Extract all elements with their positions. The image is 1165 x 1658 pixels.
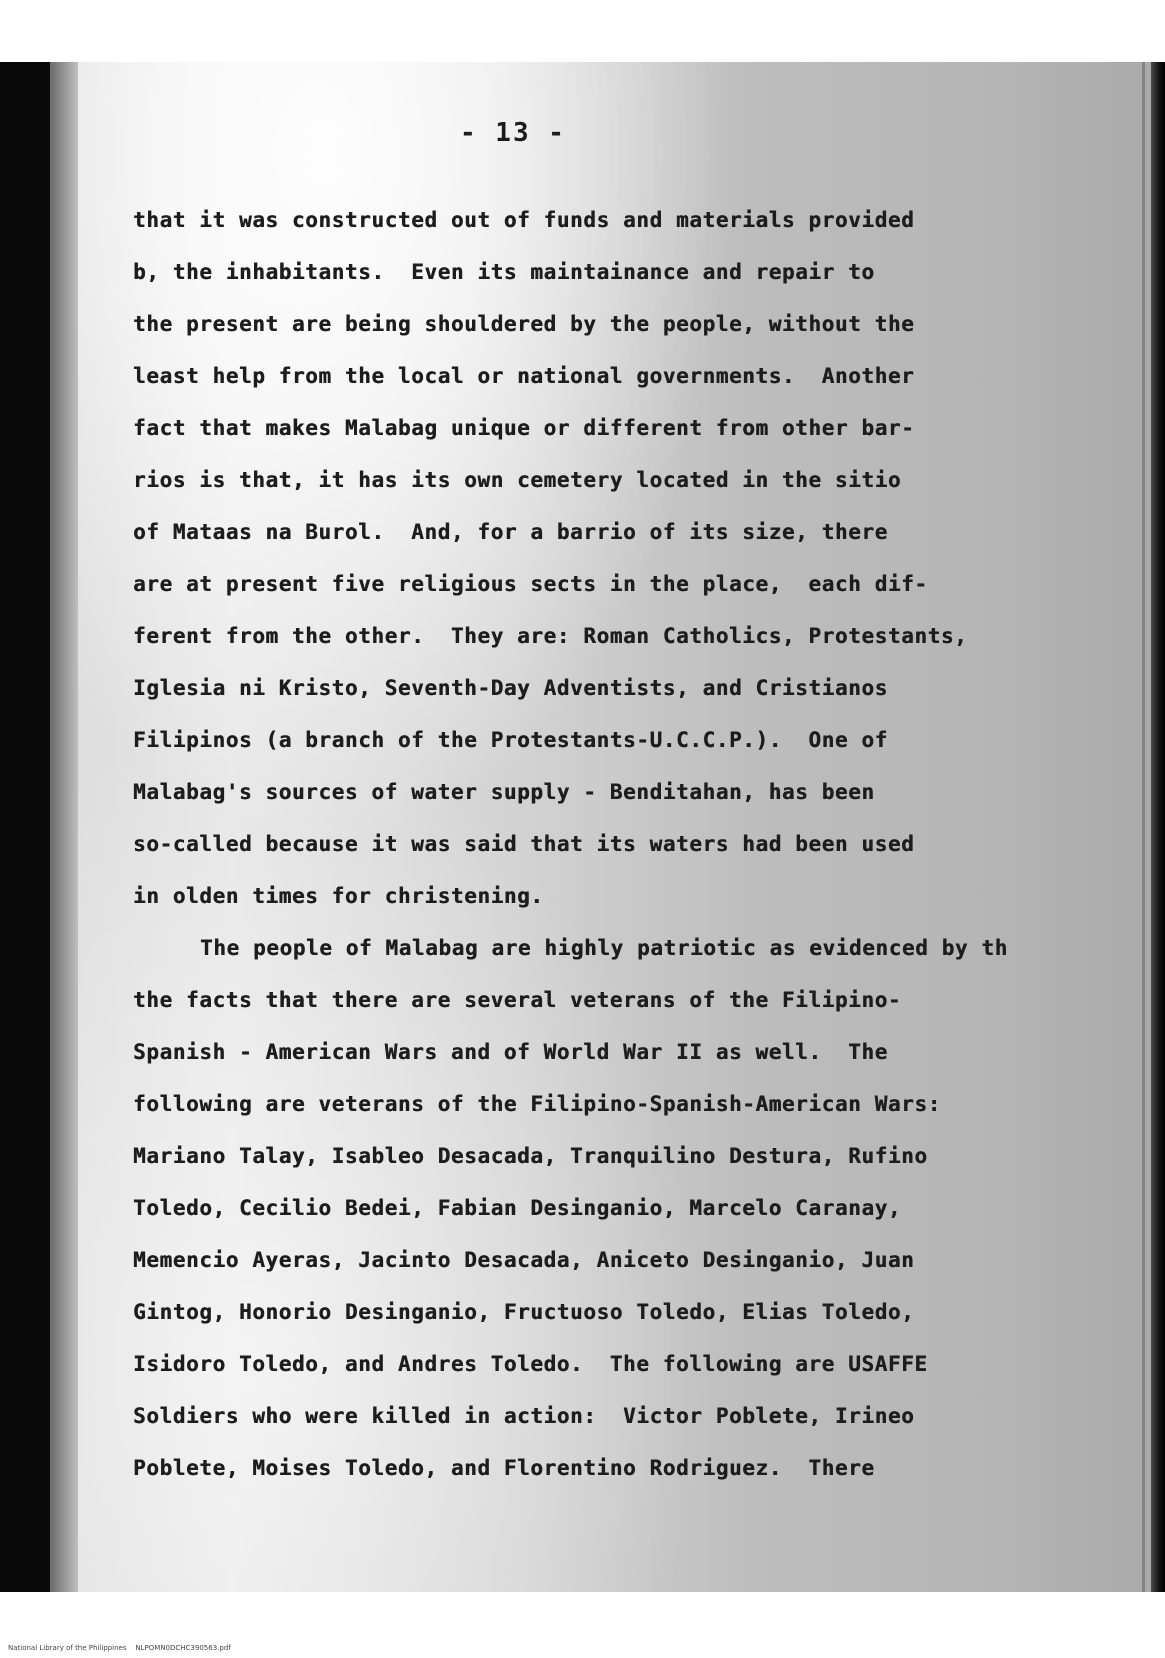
text-line: b, the inhabitants. Even its maintainance and repair to: [133, 260, 875, 284]
text-line: Malabag's sources of water supply - Benditahan, has been: [133, 780, 875, 804]
scanned-page: [0, 62, 1165, 1592]
text-line: Iglesia ni Kristo, Seventh-Day Adventists, and Cristianos: [133, 676, 888, 700]
text-line: that it was constructed out of funds and materials provided: [133, 208, 915, 232]
text-line: of Mataas na Burol. And, for a barrio of its size, there: [133, 520, 888, 544]
text-line: following are veterans of the Filipino-Spanish-American Wars:: [133, 1092, 941, 1116]
text-line: ferent from the other. They are: Roman Catholics, Protestants,: [133, 624, 968, 648]
text-line: are at present five religious sects in the place, each dif-: [133, 572, 928, 596]
text-line: fact that makes Malabag unique or different from other bar-: [133, 416, 915, 440]
footer-file: NLPOMN0DCHC390563.pdf: [135, 1644, 231, 1652]
paragraph-start-line: The people of Malabag are highly patriotic as evidenced by th: [200, 936, 1008, 960]
scan-left-border: [0, 62, 50, 1592]
footer-source: National Library of the Philippines: [8, 1644, 127, 1652]
text-line: in olden times for christening.: [133, 884, 544, 908]
text-line: Memencio Ayeras, Jacinto Desacada, Aniceto Desinganio, Juan: [133, 1248, 915, 1272]
text-line: Isidoro Toledo, and Andres Toledo. The following are USAFFE: [133, 1352, 928, 1376]
scan-right-border: [1151, 62, 1165, 1592]
text-line: least help from the local or national governments. Another: [133, 364, 915, 388]
text-line: the facts that there are several veterans of the Filipino-: [133, 988, 902, 1012]
text-line: Poblete, Moises Toledo, and Florentino Rodriguez. There: [133, 1456, 875, 1480]
text-line: the present are being shouldered by the people, without the: [133, 312, 915, 336]
footer-caption: [8, 1644, 231, 1652]
scan-left-shadow: [50, 62, 78, 1592]
text-line: Filipinos (a branch of the Protestants-U.C.C.P.). One of: [133, 728, 888, 752]
text-line: rios is that, it has its own cemetery located in the sitio: [133, 468, 902, 492]
text-line: Gintog, Honorio Desinganio, Fructuoso Toledo, Elias Toledo,: [133, 1300, 915, 1324]
text-line: so-called because it was said that its waters had been used: [133, 832, 915, 856]
text-line: Spanish - American Wars and of World War II as well. The: [133, 1040, 888, 1064]
page-number: - 13 -: [460, 118, 566, 148]
text-line: Toledo, Cecilio Bedei, Fabian Desinganio, Marcelo Caranay,: [133, 1196, 902, 1220]
text-line: Soldiers who were killed in action: Victor Poblete, Irineo: [133, 1404, 915, 1428]
text-line: Mariano Talay, Isableo Desacada, Tranquilino Destura, Rufino: [133, 1144, 928, 1168]
document-body: [133, 194, 1153, 1494]
